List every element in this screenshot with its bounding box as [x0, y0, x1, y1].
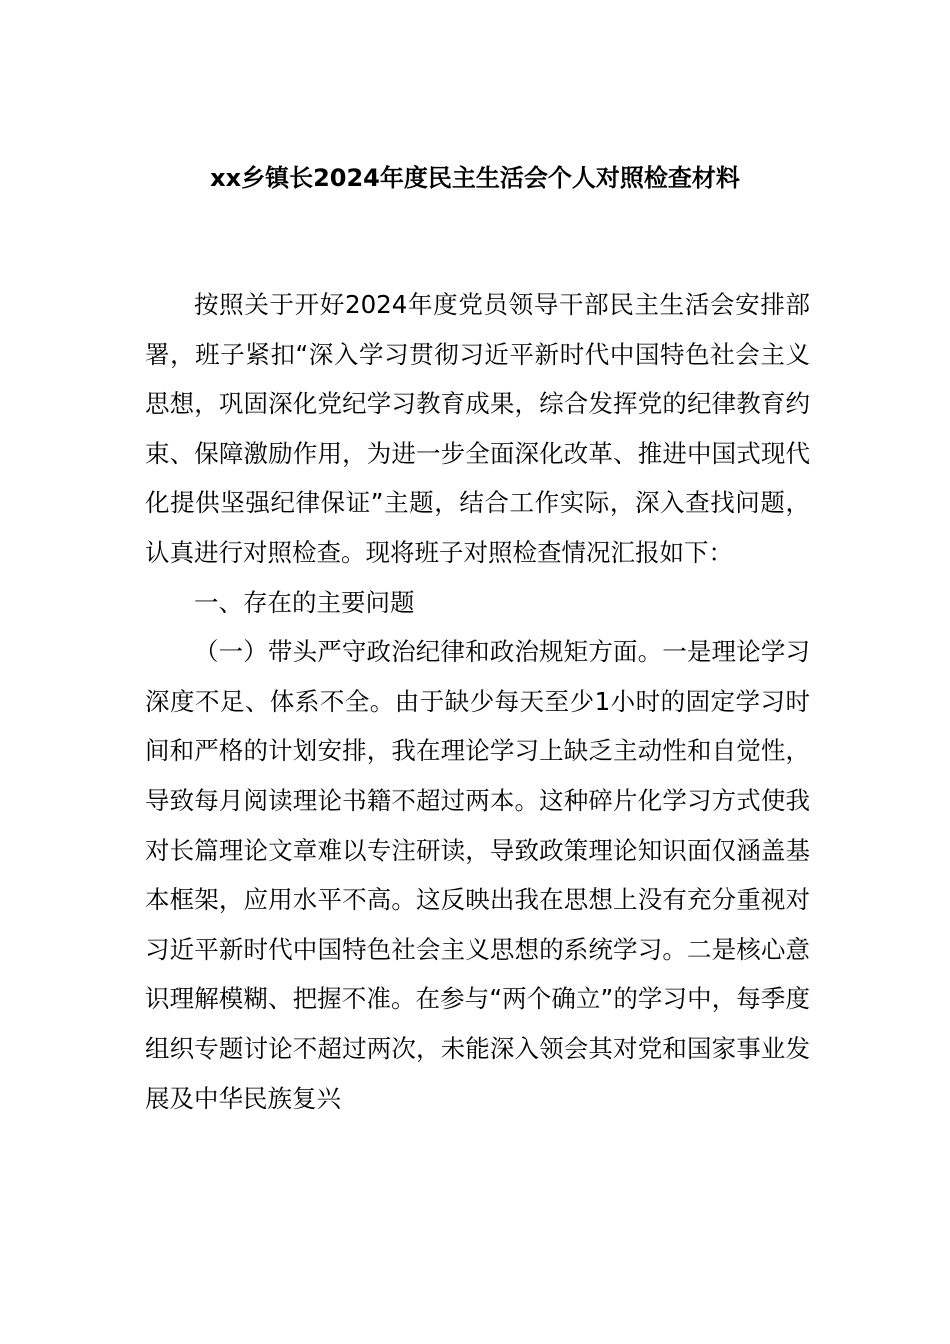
document-body [145, 280, 810, 1123]
document-title: xx乡镇长2024年度民主生活会个人对照检查材料 [210, 164, 740, 192]
intro-paragraph: 按照关于开好2024年度党员领导干部民主生活会安排部署，班子紧扣“深入学习贯彻习近平新时代中国特色社会主义思想，巩固深化党纪学习教育成果，综合发挥党的纪律教育约束、保障激励作用，为进一步全面深化改革、推进中国式现代化提供坚强纪律保证”主题，结合工作实际，深入查找问题，认真进行对照检查。现将班子对照检查情况汇报如下： [145, 290, 810, 567]
section-one-paragraph: （一）带头严守政治纪律和政治规矩方面。一是理论学习深度不足、体系不全。由于缺少每天至少1小时的固定学习时间和严格的计划安排，我在理论学习上缺乏主动性和自觉性，导致每月阅读理论书籍不超过两本。这种碎片化学习方式使我对长篇理论文章难以专注研读，导致政策理论知识面仅涵盖基本框架，应用水平不高。这反映出我在思想上没有充分重视对习近平新时代中国特色社会主义思想的系统学习。二是核心意识理解模糊、把握不准。在参与“两个确立”的学习中，每季度组织专题讨论不超过两次，未能深入领会其对党和国家事业发展及中华民族复兴 [145, 637, 810, 1113]
section-heading: 一、存在的主要问题 [194, 587, 415, 617]
